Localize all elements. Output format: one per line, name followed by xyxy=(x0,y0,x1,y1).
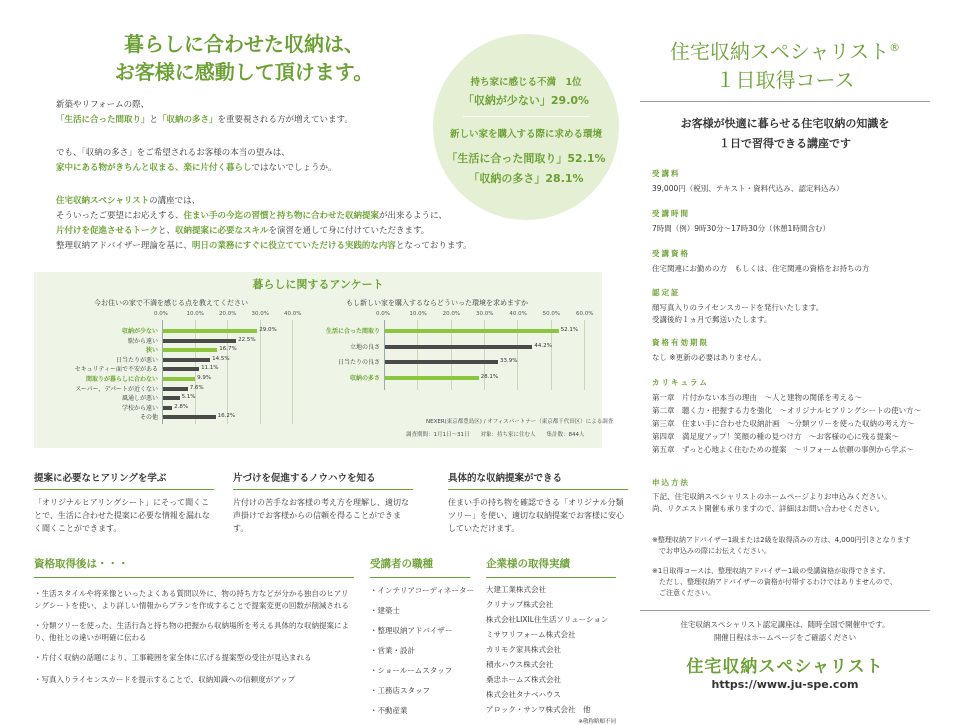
companies-section xyxy=(486,556,616,725)
bar-value: 14.5% xyxy=(212,355,230,362)
feature-knowhow xyxy=(233,470,413,535)
bar-value: 5.1% xyxy=(181,394,196,401)
curriculum-item: 第一章 片付かない本当の理由 ～人と建物の関係を考える～ xyxy=(652,393,862,402)
bar xyxy=(163,406,172,410)
bar-value: 16.7% xyxy=(219,346,237,353)
bar xyxy=(385,329,559,333)
gridline xyxy=(227,320,228,424)
tick-label: 60.0% xyxy=(576,311,594,317)
section-certificate-text: 顔写真入りのライセンスカードを発行いたします。 xyxy=(652,303,824,312)
survey-source: NEXER(東京都豊島区) / オフィスパートナー（東京都千代田区）による調査 xyxy=(426,419,614,425)
companies-note: ※敬称略順不同 xyxy=(578,719,616,725)
bar-value: 11.1% xyxy=(201,365,219,372)
bar xyxy=(163,348,217,352)
after-item: ・分類ツリーを使った、生活行為と持ち物の把握から収納場所を考える具体的な収納提案により、他社との違いが明確に伝わる xyxy=(34,621,349,642)
feature-proposal xyxy=(448,470,628,535)
bar-label: 収納が少ない xyxy=(121,328,158,335)
bar-label: セキュリティー面で不安がある xyxy=(74,366,158,374)
course-subtitle xyxy=(640,114,930,154)
after-title: 資格取得後は・・・ xyxy=(34,558,129,570)
after-section xyxy=(34,556,354,686)
stat-dissatisfaction-value: 「収納が少ない」29.0% xyxy=(462,94,590,107)
stat-new-home-value-1: 「生活に合った間取り」52.1% xyxy=(446,152,606,165)
tick-label: 20.0% xyxy=(219,311,237,317)
intro-p2-line1: でも、「収納の多さ」をご希望されるお客様の本当の望みは、 xyxy=(56,148,290,158)
stats-circle xyxy=(433,34,619,220)
section-time-text: 7時間（例）9時30分～17時30分（休憩1時間含む） xyxy=(652,224,830,233)
section-curriculum xyxy=(652,377,921,456)
note-discount-line: ※整理収納アドバイザー1級または2級を取得済みの方は、4,000円引きとなります xyxy=(652,536,911,544)
headline-line-2: お客様に感動して頂けます。 xyxy=(114,60,374,84)
bar-value: 7.6% xyxy=(189,384,204,391)
section-validity xyxy=(652,337,766,364)
bar-label: その他 xyxy=(139,414,158,422)
note-course-line: ※1日取得コースは、整理収納アドバイザー1級の受講資格が取得できます。 xyxy=(652,567,890,575)
note-course xyxy=(652,566,897,599)
footer-url[interactable]: https://www.ju-spe.com xyxy=(711,678,859,691)
bar-label: 生活に合った間取り xyxy=(325,328,380,335)
circle-divider xyxy=(463,116,589,117)
job-item: ・整理収納アドバイザー xyxy=(370,626,453,635)
tick-label: 50.0% xyxy=(542,311,561,317)
note-discount-line: でお申込みの際にお伝えください。 xyxy=(652,547,771,555)
bar-value: 16.2% xyxy=(217,413,236,420)
headline-line-1: 暮らしに合わせた収納は、 xyxy=(124,32,364,56)
bar-value: 52.1% xyxy=(560,327,579,333)
course-title xyxy=(640,34,930,94)
stat-new-home-value-2: 「収納の多さ」28.1% xyxy=(468,172,584,185)
tick-label: 30.0% xyxy=(476,311,494,317)
company-item: 積水ハウス株式会社 xyxy=(486,660,554,669)
tick-label: 30.0% xyxy=(251,311,269,317)
bar-label: 立地の良さ xyxy=(349,343,380,351)
bar xyxy=(385,360,498,364)
tick-label: 40.0% xyxy=(284,311,302,317)
bar xyxy=(163,367,199,371)
tick-label: 10.0% xyxy=(186,311,204,317)
after-item: ・片付く収納の話題により、工事範囲を家全体に広げる提案型の受注が見込まれる xyxy=(34,653,312,662)
note-discount xyxy=(652,535,911,557)
course-title-line1: 住宅収納スペシャリスト® xyxy=(669,39,901,64)
feature-proposal-title: 具体的な収納提案ができる xyxy=(448,473,563,484)
section-apply-text: 尚、リクエスト開催も承りますので、詳細はお問い合わせください。 xyxy=(652,504,885,513)
company-item: 大建工業株式会社 xyxy=(486,585,546,594)
bar-label: 学校から遠い xyxy=(121,404,158,412)
companies-title: 企業様の取得実績 xyxy=(486,558,570,570)
company-item: 桑忠ホームズ株式会社 xyxy=(486,675,561,684)
after-item: ・生活スタイルや将来像といったよくある質問以外に、物の持ち方などが分かる独自のヒアリングシートを使い、より詳しい情報からプランを作成することで提案変更の回数が削減される xyxy=(34,589,349,610)
intro-p1-line2: 「生活に合った間取り」と「収納の多さ」を重要視される方が増えています。 xyxy=(56,115,353,125)
job-item: ・建築士 xyxy=(370,606,400,615)
bar xyxy=(163,339,236,343)
bar-label: スーパー、デパートが近くない xyxy=(75,385,158,393)
feature-divider xyxy=(233,489,413,490)
tick-label: 10.0% xyxy=(409,311,427,317)
company-item: クリナップ株式会社 xyxy=(486,600,554,609)
feature-divider xyxy=(34,489,214,490)
intro-p3-line4: 整理収納アドバイザー理論を基に、明日の業務にすぐに役立てていただける実践的な内容となっております。 xyxy=(56,241,472,251)
footer-brand: 住宅収納スペシャリスト xyxy=(686,657,884,677)
intro-p3-line2: そういったご要望にお応えする、住まい手の今迄の習慣と持ち物に合わせた収納提案が出来るように、 xyxy=(56,211,448,221)
stat-dissatisfaction-title: 持ち家に感じる不満 1位 xyxy=(470,77,582,88)
intro-p2-line2: 家中にある物がきちんと収まる、楽に片付く暮らしではないでしょうか。 xyxy=(56,163,337,173)
section-validity-text: なし ※更新の必要はありません。 xyxy=(652,353,767,362)
section-time xyxy=(652,208,830,235)
company-item: アロック・サンワ株式会社 他 xyxy=(486,705,591,714)
after-divider xyxy=(34,577,354,578)
section-fee xyxy=(652,168,844,195)
feature-knowhow-title: 片づけを促進するノウハウを知る xyxy=(233,473,376,484)
bar xyxy=(385,376,479,380)
section-apply xyxy=(652,477,892,515)
bar-label: 日当たりが悪い xyxy=(115,356,158,364)
section-curriculum-heading: カリキュラム xyxy=(652,378,709,387)
note-course-line: ただし、整理収納アドバイザーの資格が付帯するわけではありませんので、 xyxy=(652,578,897,586)
bar-value: 44.2% xyxy=(534,342,552,349)
section-time-heading: 受講時間 xyxy=(652,209,690,218)
bar xyxy=(163,415,216,419)
gridline xyxy=(195,320,196,424)
curriculum-item: 第二章 聴く力・把握する力を強化 ～オリジナルヒアリングシートの使い方～ xyxy=(652,406,922,415)
chart-title: 今お住いの家で不満を感じる点を教えてください xyxy=(94,299,248,307)
feature-hearing xyxy=(34,470,214,535)
note-course-line: ご注意ください。 xyxy=(652,589,715,597)
survey-panel xyxy=(34,272,614,448)
tick-label: 0.0% xyxy=(154,311,168,317)
bar-value: 9.9% xyxy=(197,375,212,381)
survey-period: 調査期間：1月1日～31日 対象：持ち家に住む人 集計数：844人 xyxy=(406,432,585,438)
course-title-line2: １日取得コース xyxy=(715,67,855,92)
intro-p3-line1: 住宅収納スペシャリストの講座では、 xyxy=(56,196,201,206)
bar-label: 日当たりの良さ xyxy=(337,359,380,366)
stat-new-home-title: 新しい家を購入する際に求める環境 xyxy=(449,129,602,140)
intro-p1-line1: 新築やリフォームの際、 xyxy=(56,100,150,110)
bar-value: 29.0% xyxy=(259,327,277,333)
bar-value: 2.8% xyxy=(174,403,189,410)
tick-label: 0.0% xyxy=(376,311,390,317)
bar-label: 間取りが暮らしに合わない xyxy=(85,376,158,383)
jobs-title: 受講者の職種 xyxy=(370,558,433,570)
bar-value: 33.9% xyxy=(500,358,518,364)
survey-title: 暮らしに関するアンケート xyxy=(252,278,384,291)
course-subtitle-line2: １日で習得できる講座です xyxy=(719,137,851,150)
section-validity-heading: 資格有効期限 xyxy=(652,338,709,347)
section-eligibility-text: 住宅関連にお勤めの方 もしくは、住宅関連の資格をお持ちの方 xyxy=(652,264,870,273)
curriculum-item: 第四章 満足度アップ！笑顔の種の見つけ方 ～お客様の心に残る提案～ xyxy=(652,432,899,441)
job-item: ・工務店スタッフ xyxy=(370,686,430,695)
feature-proposal-body: 住まい手の持ち物を確認できる「オリジナル分類ツリー」を使い、適切な収納提案でお客様に安心していただけます。 xyxy=(448,498,624,533)
bar-value: 22.5% xyxy=(238,336,256,343)
job-item: ・営業・設計 xyxy=(370,646,415,655)
company-item: カリモク家具株式会社 xyxy=(486,645,561,654)
company-item: 株式会社タナベハウス xyxy=(486,690,561,699)
bar xyxy=(163,387,188,391)
footer-info-line2: 開催日程はホームページをご確認ください xyxy=(713,633,857,642)
bar xyxy=(163,396,180,400)
bar xyxy=(163,329,257,333)
gridline xyxy=(584,320,585,390)
chart-title: もし新しい家を購入するならどういった環境を求めますか xyxy=(346,299,528,307)
course-title-divider xyxy=(640,101,930,102)
feature-divider xyxy=(448,489,628,490)
intro-p3-line3: 片付けを促進させるトークと、収納提案に必要なスキルを演習を通して身に付けていただきます。 xyxy=(56,226,430,236)
footer-info xyxy=(640,618,930,644)
after-item: ・写真入りライセンスカードを提示することで、収納知識への信頼度がアップ xyxy=(34,675,296,684)
bar-label: 風通しが悪い xyxy=(121,395,158,403)
job-item: ・ショールームスタッフ xyxy=(370,666,453,675)
section-fee-text: 39,000円（税別、テキスト・資料代込み、認定料込み） xyxy=(652,184,844,193)
bar xyxy=(385,345,532,349)
company-item: ミサワリフォーム株式会社 xyxy=(486,630,576,639)
curriculum-item: 第三章 住まい手に合わせた収納計画 ～分類ツリーを使った収納の考え方～ xyxy=(652,419,915,428)
job-item: ・不動産業 xyxy=(370,706,408,715)
jobs-section xyxy=(370,556,475,716)
section-apply-heading: 申込方法 xyxy=(652,478,690,487)
course-subtitle-line1: お客様が快適に暮らせる住宅収納の知識を xyxy=(680,117,890,130)
section-apply-text: 下記、住宅収納スペシャリストのホームページよりお申込みください。 xyxy=(652,492,892,501)
tick-label: 40.0% xyxy=(509,311,527,317)
bar-value: 28.1% xyxy=(480,373,499,380)
section-fee-heading: 受講料 xyxy=(652,169,681,178)
feature-hearing-body: 「オリジナルヒアリングシート」にそって聞くことで、生活に合わせた提案に必要な情報を漏れなく聞くことができます。 xyxy=(34,498,210,533)
tick-label: 20.0% xyxy=(442,311,461,317)
company-item: 株式会社LIXIL住生活ソリューション xyxy=(486,615,609,624)
feature-hearing-title: 提案に必要なヒアリングを学ぶ xyxy=(34,473,167,484)
bar xyxy=(163,377,195,381)
companies-divider xyxy=(486,577,616,578)
bar xyxy=(163,358,210,362)
section-eligibility-heading: 受講資格 xyxy=(652,249,690,258)
jobs-divider xyxy=(370,577,470,578)
bar-label: 収納の多さ xyxy=(349,374,380,382)
bar-label: 狭い xyxy=(145,347,158,355)
headline xyxy=(34,30,454,86)
section-certificate-heading: 認定証 xyxy=(652,288,681,297)
section-certificate xyxy=(652,287,823,326)
section-eligibility xyxy=(652,248,870,275)
curriculum-item: 第五章 ずっと心地よく住むための提案 ～リフォーム依頼の事例から学ぶ～ xyxy=(652,445,914,454)
footer-info-line1: 住宅収納スペシャリスト認定講座は、随時全国で開催中です。 xyxy=(680,620,890,629)
feature-knowhow-body: 片付けの苦手なお客様の考え方を理解し、適切な声掛けでお客様からの信頼を得ることができます。 xyxy=(233,498,409,533)
footer-divider xyxy=(640,610,930,611)
section-certificate-text: 受講後約１ヵ月で郵送いたします。 xyxy=(652,315,772,324)
job-item: ・インテリアコーディネーター xyxy=(370,586,475,595)
bar-label: 駅から遠い xyxy=(127,337,158,345)
